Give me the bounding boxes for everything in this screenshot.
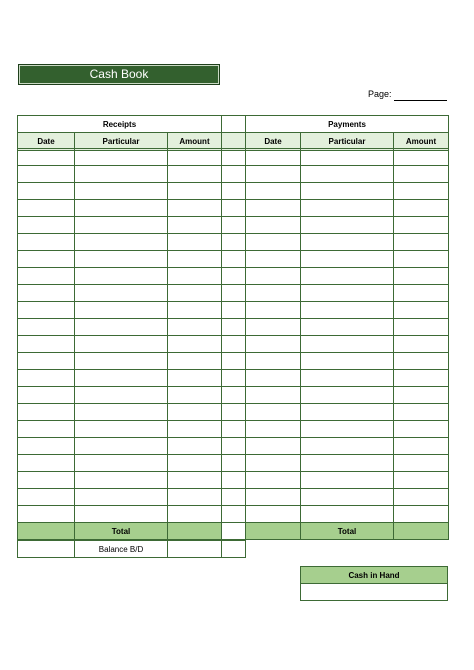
receipts-date-cell[interactable] xyxy=(17,352,75,370)
receipts-particular-cell[interactable] xyxy=(74,335,168,353)
payments-particular-cell[interactable] xyxy=(300,318,394,336)
receipts-particular-cell[interactable] xyxy=(74,437,168,455)
receipts-date-cell[interactable] xyxy=(17,488,75,506)
receipts-amount-cell[interactable] xyxy=(167,403,222,421)
document-title: Cash Book xyxy=(18,64,220,85)
divider-cell xyxy=(221,165,246,183)
receipts-date-cell[interactable] xyxy=(17,369,75,387)
payments-particular-cell[interactable] xyxy=(300,471,394,489)
receipts-date-cell[interactable] xyxy=(17,216,75,234)
payments-amount-cell[interactable] xyxy=(393,165,449,183)
receipts-amount-cell[interactable] xyxy=(167,437,222,455)
payments-particular-cell[interactable] xyxy=(300,284,394,302)
receipts-amount-cell[interactable] xyxy=(167,454,222,472)
payments-particular-cell[interactable] xyxy=(300,369,394,387)
payments-amount-cell[interactable] xyxy=(393,471,449,489)
receipts-particular-cell[interactable] xyxy=(74,216,168,234)
payments-date-cell[interactable] xyxy=(245,335,301,353)
divider-cell xyxy=(221,318,246,336)
receipts-particular-cell[interactable] xyxy=(74,301,168,319)
payments-particular-cell[interactable] xyxy=(300,335,394,353)
payments-date-cell[interactable] xyxy=(245,148,301,166)
payments-date-cell[interactable] xyxy=(245,386,301,404)
payments-amount-cell[interactable] xyxy=(393,284,449,302)
payments-col-date: Date xyxy=(245,132,301,151)
divider-cell xyxy=(221,335,246,353)
payments-particular-cell[interactable] xyxy=(300,403,394,421)
receipts-particular-cell[interactable] xyxy=(74,250,168,268)
payments-date-cell[interactable] xyxy=(245,505,301,523)
divider-cell xyxy=(221,403,246,421)
receipts-amount-cell[interactable] xyxy=(167,148,222,166)
payments-date-cell[interactable] xyxy=(245,369,301,387)
payments-total-amount-cell[interactable] xyxy=(393,522,449,540)
receipts-date-cell[interactable] xyxy=(17,386,75,404)
payments-particular-cell[interactable] xyxy=(300,165,394,183)
payments-particular-cell[interactable] xyxy=(300,182,394,200)
receipts-date-cell[interactable] xyxy=(17,182,75,200)
receipts-col-date: Date xyxy=(17,132,75,151)
receipts-date-cell[interactable] xyxy=(17,284,75,302)
divider-cell xyxy=(221,267,246,285)
divider-cell xyxy=(221,284,246,302)
divider-cell xyxy=(221,301,246,319)
divider-cell xyxy=(221,540,246,558)
payments-particular-cell[interactable] xyxy=(300,420,394,438)
payments-particular-cell[interactable] xyxy=(300,437,394,455)
payments-date-cell[interactable] xyxy=(245,437,301,455)
receipts-amount-cell[interactable] xyxy=(167,165,222,183)
payments-amount-cell[interactable] xyxy=(393,505,449,523)
receipts-amount-cell[interactable] xyxy=(167,216,222,234)
receipts-date-cell[interactable] xyxy=(17,199,75,217)
receipts-date-cell[interactable] xyxy=(17,148,75,166)
receipts-date-cell[interactable] xyxy=(17,454,75,472)
receipts-total-label: Total xyxy=(74,522,168,540)
payments-amount-cell[interactable] xyxy=(393,335,449,353)
payments-amount-cell[interactable] xyxy=(393,420,449,438)
payments-date-cell[interactable] xyxy=(245,488,301,506)
receipts-date-cell[interactable] xyxy=(17,420,75,438)
receipts-particular-cell[interactable] xyxy=(74,403,168,421)
receipts-date-cell[interactable] xyxy=(17,471,75,489)
payments-particular-cell[interactable] xyxy=(300,454,394,472)
payments-amount-cell[interactable] xyxy=(393,301,449,319)
divider-cell xyxy=(221,233,246,251)
payments-amount-cell[interactable] xyxy=(393,182,449,200)
divider-cell xyxy=(221,369,246,387)
payments-particular-cell[interactable] xyxy=(300,505,394,523)
payments-total-label: Total xyxy=(300,522,394,540)
balance-bd-label: Balance B/D xyxy=(74,540,168,558)
payments-particular-cell[interactable] xyxy=(300,199,394,217)
payments-particular-cell[interactable] xyxy=(300,488,394,506)
payments-date-cell[interactable] xyxy=(245,182,301,200)
payments-particular-cell[interactable] xyxy=(300,250,394,268)
payments-date-cell[interactable] xyxy=(245,199,301,217)
payments-amount-cell[interactable] xyxy=(393,250,449,268)
payments-date-cell[interactable] xyxy=(245,216,301,234)
receipts-particular-cell[interactable] xyxy=(74,369,168,387)
payments-date-cell[interactable] xyxy=(245,301,301,319)
receipts-date-cell[interactable] xyxy=(17,335,75,353)
receipts-amount-cell[interactable] xyxy=(167,488,222,506)
receipts-particular-cell[interactable] xyxy=(74,199,168,217)
receipts-particular-cell[interactable] xyxy=(74,488,168,506)
receipts-particular-cell[interactable] xyxy=(74,233,168,251)
receipts-particular-cell[interactable] xyxy=(74,454,168,472)
receipts-amount-cell[interactable] xyxy=(167,420,222,438)
payments-particular-cell[interactable] xyxy=(300,301,394,319)
payments-amount-cell[interactable] xyxy=(393,369,449,387)
receipts-amount-cell[interactable] xyxy=(167,352,222,370)
receipts-amount-cell[interactable] xyxy=(167,471,222,489)
divider-cell xyxy=(221,471,246,489)
divider-cell xyxy=(221,352,246,370)
payments-amount-cell[interactable] xyxy=(393,267,449,285)
payments-date-cell[interactable] xyxy=(245,233,301,251)
receipts-amount-cell[interactable] xyxy=(167,182,222,200)
receipts-particular-cell[interactable] xyxy=(74,471,168,489)
receipts-date-cell[interactable] xyxy=(17,267,75,285)
divider-cell xyxy=(221,250,246,268)
receipts-total-amount-cell[interactable] xyxy=(167,522,222,540)
receipts-particular-cell[interactable] xyxy=(74,352,168,370)
payments-date-cell[interactable] xyxy=(245,420,301,438)
receipts-particular-cell[interactable] xyxy=(74,505,168,523)
receipts-date-cell[interactable] xyxy=(17,437,75,455)
payments-particular-cell[interactable] xyxy=(300,216,394,234)
payments-date-cell[interactable] xyxy=(245,318,301,336)
receipts-amount-cell[interactable] xyxy=(167,267,222,285)
receipts-amount-cell[interactable] xyxy=(167,318,222,336)
payments-date-cell[interactable] xyxy=(245,284,301,302)
payments-col-amount: Amount xyxy=(393,132,449,151)
divider-cell xyxy=(221,148,246,166)
receipts-date-cell[interactable] xyxy=(17,165,75,183)
receipts-date-cell[interactable] xyxy=(17,318,75,336)
receipts-particular-cell[interactable] xyxy=(74,165,168,183)
receipts-date-cell[interactable] xyxy=(17,301,75,319)
divider-cell xyxy=(221,522,246,540)
payments-amount-cell[interactable] xyxy=(393,403,449,421)
receipts-particular-cell[interactable] xyxy=(74,284,168,302)
receipts-particular-cell[interactable] xyxy=(74,182,168,200)
payments-particular-cell[interactable] xyxy=(300,267,394,285)
page-number-field[interactable] xyxy=(394,100,447,101)
payments-particular-cell[interactable] xyxy=(300,352,394,370)
balance-date-cell[interactable] xyxy=(17,540,75,558)
receipts-col-particular: Particular xyxy=(74,132,168,151)
payments-amount-cell[interactable] xyxy=(393,386,449,404)
payments-date-cell[interactable] xyxy=(245,165,301,183)
divider-cell xyxy=(221,182,246,200)
payments-amount-cell[interactable] xyxy=(393,318,449,336)
receipts-date-cell[interactable] xyxy=(17,403,75,421)
divider-cell xyxy=(221,199,246,217)
receipts-particular-cell[interactable] xyxy=(74,267,168,285)
receipts-col-amount: Amount xyxy=(167,132,222,151)
cash-in-hand-label: Cash in Hand xyxy=(300,566,448,584)
payments-particular-cell[interactable] xyxy=(300,386,394,404)
cash-book-table xyxy=(17,115,448,567)
divider-cell xyxy=(221,386,246,404)
payments-date-cell[interactable] xyxy=(245,267,301,285)
payments-particular-cell[interactable] xyxy=(300,233,394,251)
receipts-section-header: Receipts xyxy=(17,115,222,134)
payments-amount-cell[interactable] xyxy=(393,488,449,506)
divider-cell xyxy=(221,420,246,438)
payments-date-cell[interactable] xyxy=(245,403,301,421)
payments-amount-cell[interactable] xyxy=(393,352,449,370)
receipts-particular-cell[interactable] xyxy=(74,148,168,166)
payments-particular-cell[interactable] xyxy=(300,148,394,166)
payments-amount-cell[interactable] xyxy=(393,233,449,251)
payments-amount-cell[interactable] xyxy=(393,148,449,166)
receipts-amount-cell[interactable] xyxy=(167,199,222,217)
divider-cell xyxy=(221,505,246,523)
divider-cell xyxy=(221,437,246,455)
receipts-amount-cell[interactable] xyxy=(167,335,222,353)
cash-in-hand-value-cell[interactable] xyxy=(300,583,448,601)
receipts-amount-cell[interactable] xyxy=(167,369,222,387)
payments-date-cell[interactable] xyxy=(245,454,301,472)
receipts-date-cell[interactable] xyxy=(17,233,75,251)
receipts-amount-cell[interactable] xyxy=(167,250,222,268)
payments-date-cell[interactable] xyxy=(245,352,301,370)
cash-in-hand-box xyxy=(300,566,448,601)
divider-cell xyxy=(221,216,246,234)
payments-col-particular: Particular xyxy=(300,132,394,151)
receipts-particular-cell[interactable] xyxy=(74,420,168,438)
payments-section-header: Payments xyxy=(245,115,449,134)
balance-amount-cell[interactable] xyxy=(167,540,222,558)
payments-date-cell[interactable] xyxy=(245,250,301,268)
receipts-particular-cell[interactable] xyxy=(74,318,168,336)
receipts-amount-cell[interactable] xyxy=(167,505,222,523)
divider-cell xyxy=(221,454,246,472)
payments-total-spacer xyxy=(245,522,301,540)
payments-amount-cell[interactable] xyxy=(393,437,449,455)
receipts-amount-cell[interactable] xyxy=(167,386,222,404)
receipts-amount-cell[interactable] xyxy=(167,301,222,319)
receipts-date-cell[interactable] xyxy=(17,250,75,268)
payments-amount-cell[interactable] xyxy=(393,216,449,234)
receipts-particular-cell[interactable] xyxy=(74,386,168,404)
page-label: Page: xyxy=(368,89,392,99)
receipts-amount-cell[interactable] xyxy=(167,284,222,302)
receipts-amount-cell[interactable] xyxy=(167,233,222,251)
payments-date-cell[interactable] xyxy=(245,471,301,489)
payments-amount-cell[interactable] xyxy=(393,454,449,472)
receipts-total-spacer xyxy=(17,522,75,540)
receipts-date-cell[interactable] xyxy=(17,505,75,523)
divider-cell xyxy=(221,488,246,506)
payments-amount-cell[interactable] xyxy=(393,199,449,217)
